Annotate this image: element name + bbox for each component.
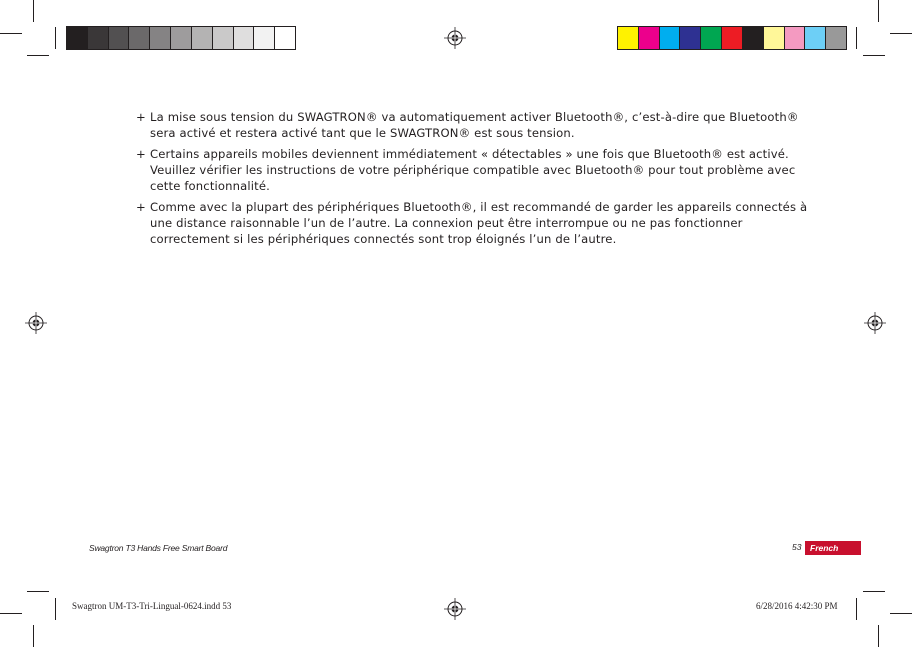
bleed-mark-left-top [55,27,56,49]
list-item [136,199,816,248]
color-swatch [763,27,784,49]
gray-swatch [253,27,274,49]
bleed-mark-bottom-left [27,591,49,592]
gray-swatch [108,27,129,49]
color-swatch [825,27,846,49]
color-swatch [659,27,680,49]
crop-mark-top-right-h [890,33,912,34]
crop-mark-top-left-v [33,0,34,22]
color-swatch [742,27,763,49]
bleed-mark-top-left [27,55,49,56]
crop-mark-top-right-v [878,0,879,22]
bleed-mark-bottom-right [863,591,885,592]
slug-file-name: Swagtron UM-T3-Tri-Lingual-0624.indd 53 [72,601,232,611]
gray-swatch [233,27,254,49]
crop-mark-bottom-right-v [878,625,879,647]
registration-mark-left-icon [25,312,47,334]
color-swatch [804,27,825,49]
gray-swatch [128,27,149,49]
registration-mark-right-icon [864,312,886,334]
gray-swatch [149,27,170,49]
color-swatch-bar [617,26,847,50]
bullet-marker: + [136,110,146,124]
crop-mark-bottom-left-h [0,613,22,614]
bleed-mark-right-bottom [856,598,857,620]
color-swatch [784,27,805,49]
bullet-marker: + [136,146,146,161]
grayscale-swatch-bar [66,26,296,50]
registration-mark-bottom-icon [444,598,466,620]
color-swatch [679,27,700,49]
bleed-mark-left-bottom [55,598,56,620]
crop-mark-bottom-left-v [33,625,34,647]
bullet-text: Comme avec la plupart des périphériques Bluetooth®, il est recommandé de garder les appareils connectés à une distance raisonnable l’un de l’autre. La connexion peut être interrompue ou ne pas fonctionner correctement si les périphériques connectés sont trop éloignés l’un de l’autre. [150,200,808,247]
gray-swatch [67,27,87,49]
color-swatch [618,27,638,49]
bullet-list [136,109,816,252]
list-item [136,146,816,195]
gray-swatch [212,27,233,49]
list-item [136,109,816,141]
color-swatch [700,27,721,49]
bleed-mark-right-top [856,27,857,49]
bullet-text: Certains appareils mobiles deviennent immédiatement « détectables » une fois que Bluetooth® est activé. Veuillez vérifier les instructions de votre périphérique compatible avec Bluetooth® pour tout problème avec cette fonctionnalité. [150,146,796,194]
gray-swatch [274,27,295,49]
gray-swatch [191,27,212,49]
gray-swatch [170,27,191,49]
bullet-marker: + [136,200,146,215]
bullet-text: La mise sous tension du SWAGTRON® va automatiquement activer Bluetooth®, c’est-à-dire que Bluetooth® sera activé et restera activé tant que le SWAGTRON® est sous tension. [150,110,799,141]
color-swatch [638,27,659,49]
page-number: 53 [792,542,802,552]
color-swatch [721,27,742,49]
footer-product-name: Swagtron T3 Hands Free Smart Board [89,543,228,553]
crop-mark-bottom-right-h [890,613,912,614]
gray-swatch [87,27,108,49]
bleed-mark-top-right [863,55,885,56]
registration-mark-top-icon [444,27,466,49]
language-tab: French [805,541,861,555]
crop-mark-top-left-h [0,33,22,34]
slug-timestamp: 6/28/2016 4:42:30 PM [756,601,838,611]
